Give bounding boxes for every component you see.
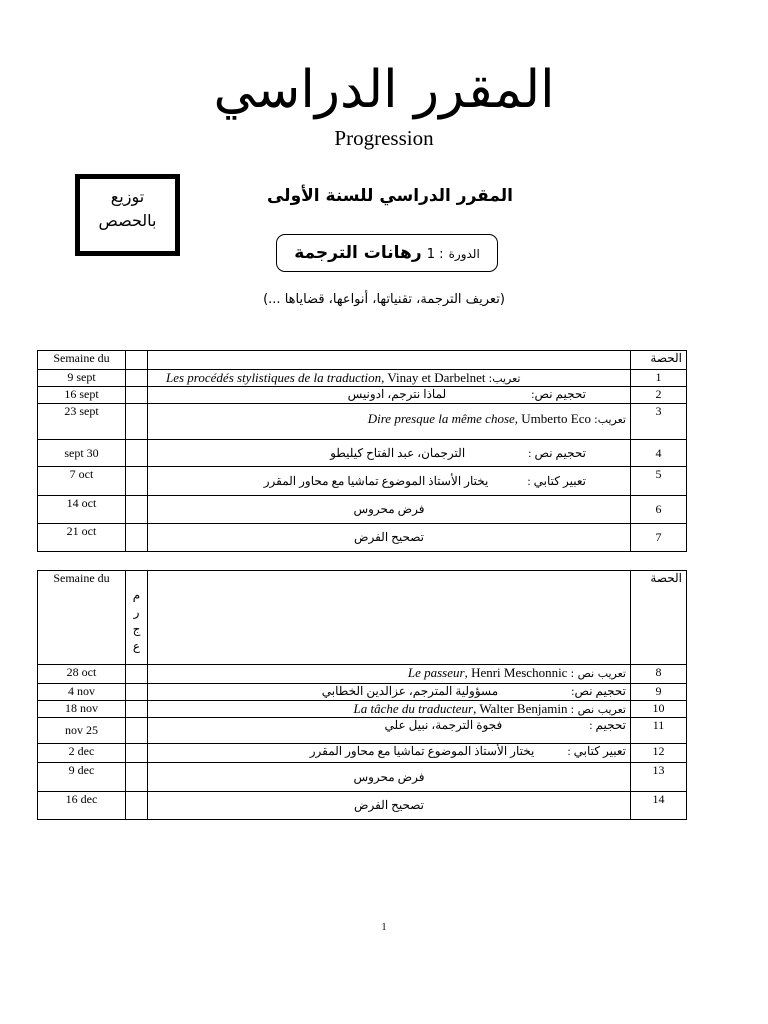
content-cell — [148, 440, 631, 467]
content-cell — [148, 718, 631, 744]
table-row — [38, 792, 687, 820]
table-row — [38, 440, 687, 467]
activity-label: تحجيم : — [589, 718, 626, 732]
week-header: Semaine du — [38, 351, 126, 370]
week-cell: sept 30 — [38, 440, 126, 467]
ref-header-vertical — [132, 571, 142, 655]
activity-label: تعبير كتابي : — [567, 744, 626, 758]
week-cell: nov 25 — [38, 718, 126, 744]
content-cell — [148, 744, 631, 763]
content-cell — [148, 701, 631, 718]
work-author: Umberto Eco — [518, 411, 591, 426]
ref-cell — [126, 524, 148, 552]
week-cell: 2 dec — [38, 744, 126, 763]
ref-cell — [126, 792, 148, 820]
ref-letter: ر — [133, 605, 140, 619]
session-num: 13 — [631, 763, 687, 792]
activity-label: :تعريب — [593, 413, 626, 426]
week-header: Semaine du — [38, 571, 126, 665]
table-row — [38, 467, 687, 496]
distribution-box-line-1: توزيع — [110, 187, 145, 206]
session-num: 10 — [631, 701, 687, 718]
session-num-header: الحصة — [631, 351, 687, 370]
work-title: La tâche du traducteur — [353, 701, 474, 716]
work-text: تصحيح الفرض — [353, 798, 425, 812]
week-cell: 16 dec — [38, 792, 126, 820]
ref-cell — [126, 701, 148, 718]
content-cell — [148, 792, 631, 820]
table-row — [38, 684, 687, 701]
week-cell: 18 nov — [38, 701, 126, 718]
content-cell — [148, 496, 631, 524]
schedule-table-1 — [37, 350, 687, 552]
table-row — [38, 404, 687, 440]
session-num: 6 — [631, 496, 687, 524]
content-cell — [148, 524, 631, 552]
session-num: 14 — [631, 792, 687, 820]
content-header — [148, 351, 631, 370]
table-row — [38, 370, 687, 387]
session-name: رهانات الترجمة — [294, 243, 422, 263]
ref-header — [126, 351, 148, 370]
ref-cell — [126, 467, 148, 496]
work-author: , Walter Benjamin — [473, 701, 568, 716]
table-header-row — [38, 571, 687, 665]
table-header-row — [38, 351, 687, 370]
activity-label: تحجيم نص: — [531, 387, 586, 401]
content-header — [148, 571, 631, 665]
work-author: , Henri Meschonnic — [464, 665, 568, 680]
table-row — [38, 524, 687, 552]
work-text: لماذا نترجم، ادونيس — [347, 387, 447, 401]
ref-cell — [126, 763, 148, 792]
work-text: يختار الأستاذ الموضوع تماشيا مع محاور المقرر — [309, 744, 535, 758]
table-row — [38, 718, 687, 744]
ref-cell — [126, 744, 148, 763]
activity-label: تحجيم نص : — [528, 445, 586, 460]
ref-cell — [126, 440, 148, 467]
work-text: فرض محروس — [353, 769, 425, 784]
schedule-table-2 — [37, 570, 687, 820]
activity-label: :تعريب — [488, 372, 521, 385]
table-row — [38, 496, 687, 524]
table-row — [38, 701, 687, 718]
week-cell: 4 nov — [38, 684, 126, 701]
table-row — [38, 763, 687, 792]
session-num: 8 — [631, 665, 687, 684]
week-cell: 16 sept — [38, 387, 126, 404]
page-number: 1 — [381, 922, 387, 933]
table-row — [38, 744, 687, 763]
work-text: فجوة الترجمة، نبيل علي — [384, 718, 503, 732]
work-text: فرض محروس — [353, 502, 425, 516]
session-num: 5 — [631, 467, 687, 496]
content-cell — [148, 404, 631, 440]
week-cell: 7 oct — [38, 467, 126, 496]
ref-cell — [126, 370, 148, 387]
ref-cell — [126, 387, 148, 404]
session-num: 3 — [631, 404, 687, 440]
distribution-box — [75, 174, 180, 256]
activity-label: : تعريب نص — [570, 703, 626, 716]
activity-label: تحجيم نص: — [571, 684, 626, 698]
content-cell — [148, 665, 631, 684]
ref-cell — [126, 404, 148, 440]
work-title: Dire presque la même chose, — [367, 411, 519, 426]
work-text: تصحيح الفرض — [353, 530, 425, 544]
page-subtitle: Progression — [334, 126, 434, 150]
week-cell: 9 dec — [38, 763, 126, 792]
content-cell — [148, 763, 631, 792]
work-text: الترجمان، عبد الفتاح كيليطو — [330, 445, 466, 460]
ref-letter: ع — [132, 639, 141, 653]
week-cell: 28 oct — [38, 665, 126, 684]
ref-cell — [126, 684, 148, 701]
session-num: 2 — [631, 387, 687, 404]
session-num: 9 — [631, 684, 687, 701]
session-num: 4 — [631, 440, 687, 467]
week-cell: 21 oct — [38, 524, 126, 552]
activity-label: : تعريب نص — [570, 667, 626, 680]
session-label: الدورة — [448, 247, 480, 261]
session-num: 11 — [631, 718, 687, 744]
work-author: , Vinay et Darbelnet — [381, 370, 486, 385]
activity-label: تعبير كتابي : — [527, 473, 586, 488]
session-num-header: الحصة — [631, 571, 687, 665]
session-box — [276, 234, 498, 272]
ref-header — [126, 571, 148, 665]
ref-letter: م — [132, 588, 141, 602]
week-cell: 14 oct — [38, 496, 126, 524]
ref-cell — [126, 665, 148, 684]
session-num: 12 — [631, 744, 687, 763]
table-row — [38, 387, 687, 404]
week-cell: 9 sept — [38, 370, 126, 387]
work-text: يختار الأستاذ الموضوع تماشيا مع محاور المقرر — [263, 473, 489, 488]
table-row — [38, 665, 687, 684]
distribution-box-line-2: بالحصص — [98, 211, 157, 230]
ref-cell — [126, 718, 148, 744]
session-description: (... تعريف الترجمة، تقنياتها، أنواعها، قضاياها) — [263, 292, 505, 307]
page-title: المقرر الدراسي — [213, 60, 555, 120]
content-cell — [148, 370, 631, 387]
session-number: 1 : — [426, 247, 444, 262]
week-cell: 23 sept — [38, 404, 126, 440]
session-num: 7 — [631, 524, 687, 552]
work-title: Le passeur — [407, 665, 465, 680]
content-cell — [148, 684, 631, 701]
session-num: 1 — [631, 370, 687, 387]
ref-cell — [126, 496, 148, 524]
year-title: المقرر الدراسي للسنة الأولى — [266, 186, 514, 206]
ref-letter: ج — [132, 622, 141, 636]
work-title: Les procédés stylistiques de la traduction — [166, 370, 382, 385]
work-text: مسؤولية المترجم، عزالدين الخطابي — [321, 684, 499, 698]
content-cell — [148, 387, 631, 404]
content-cell — [148, 467, 631, 496]
